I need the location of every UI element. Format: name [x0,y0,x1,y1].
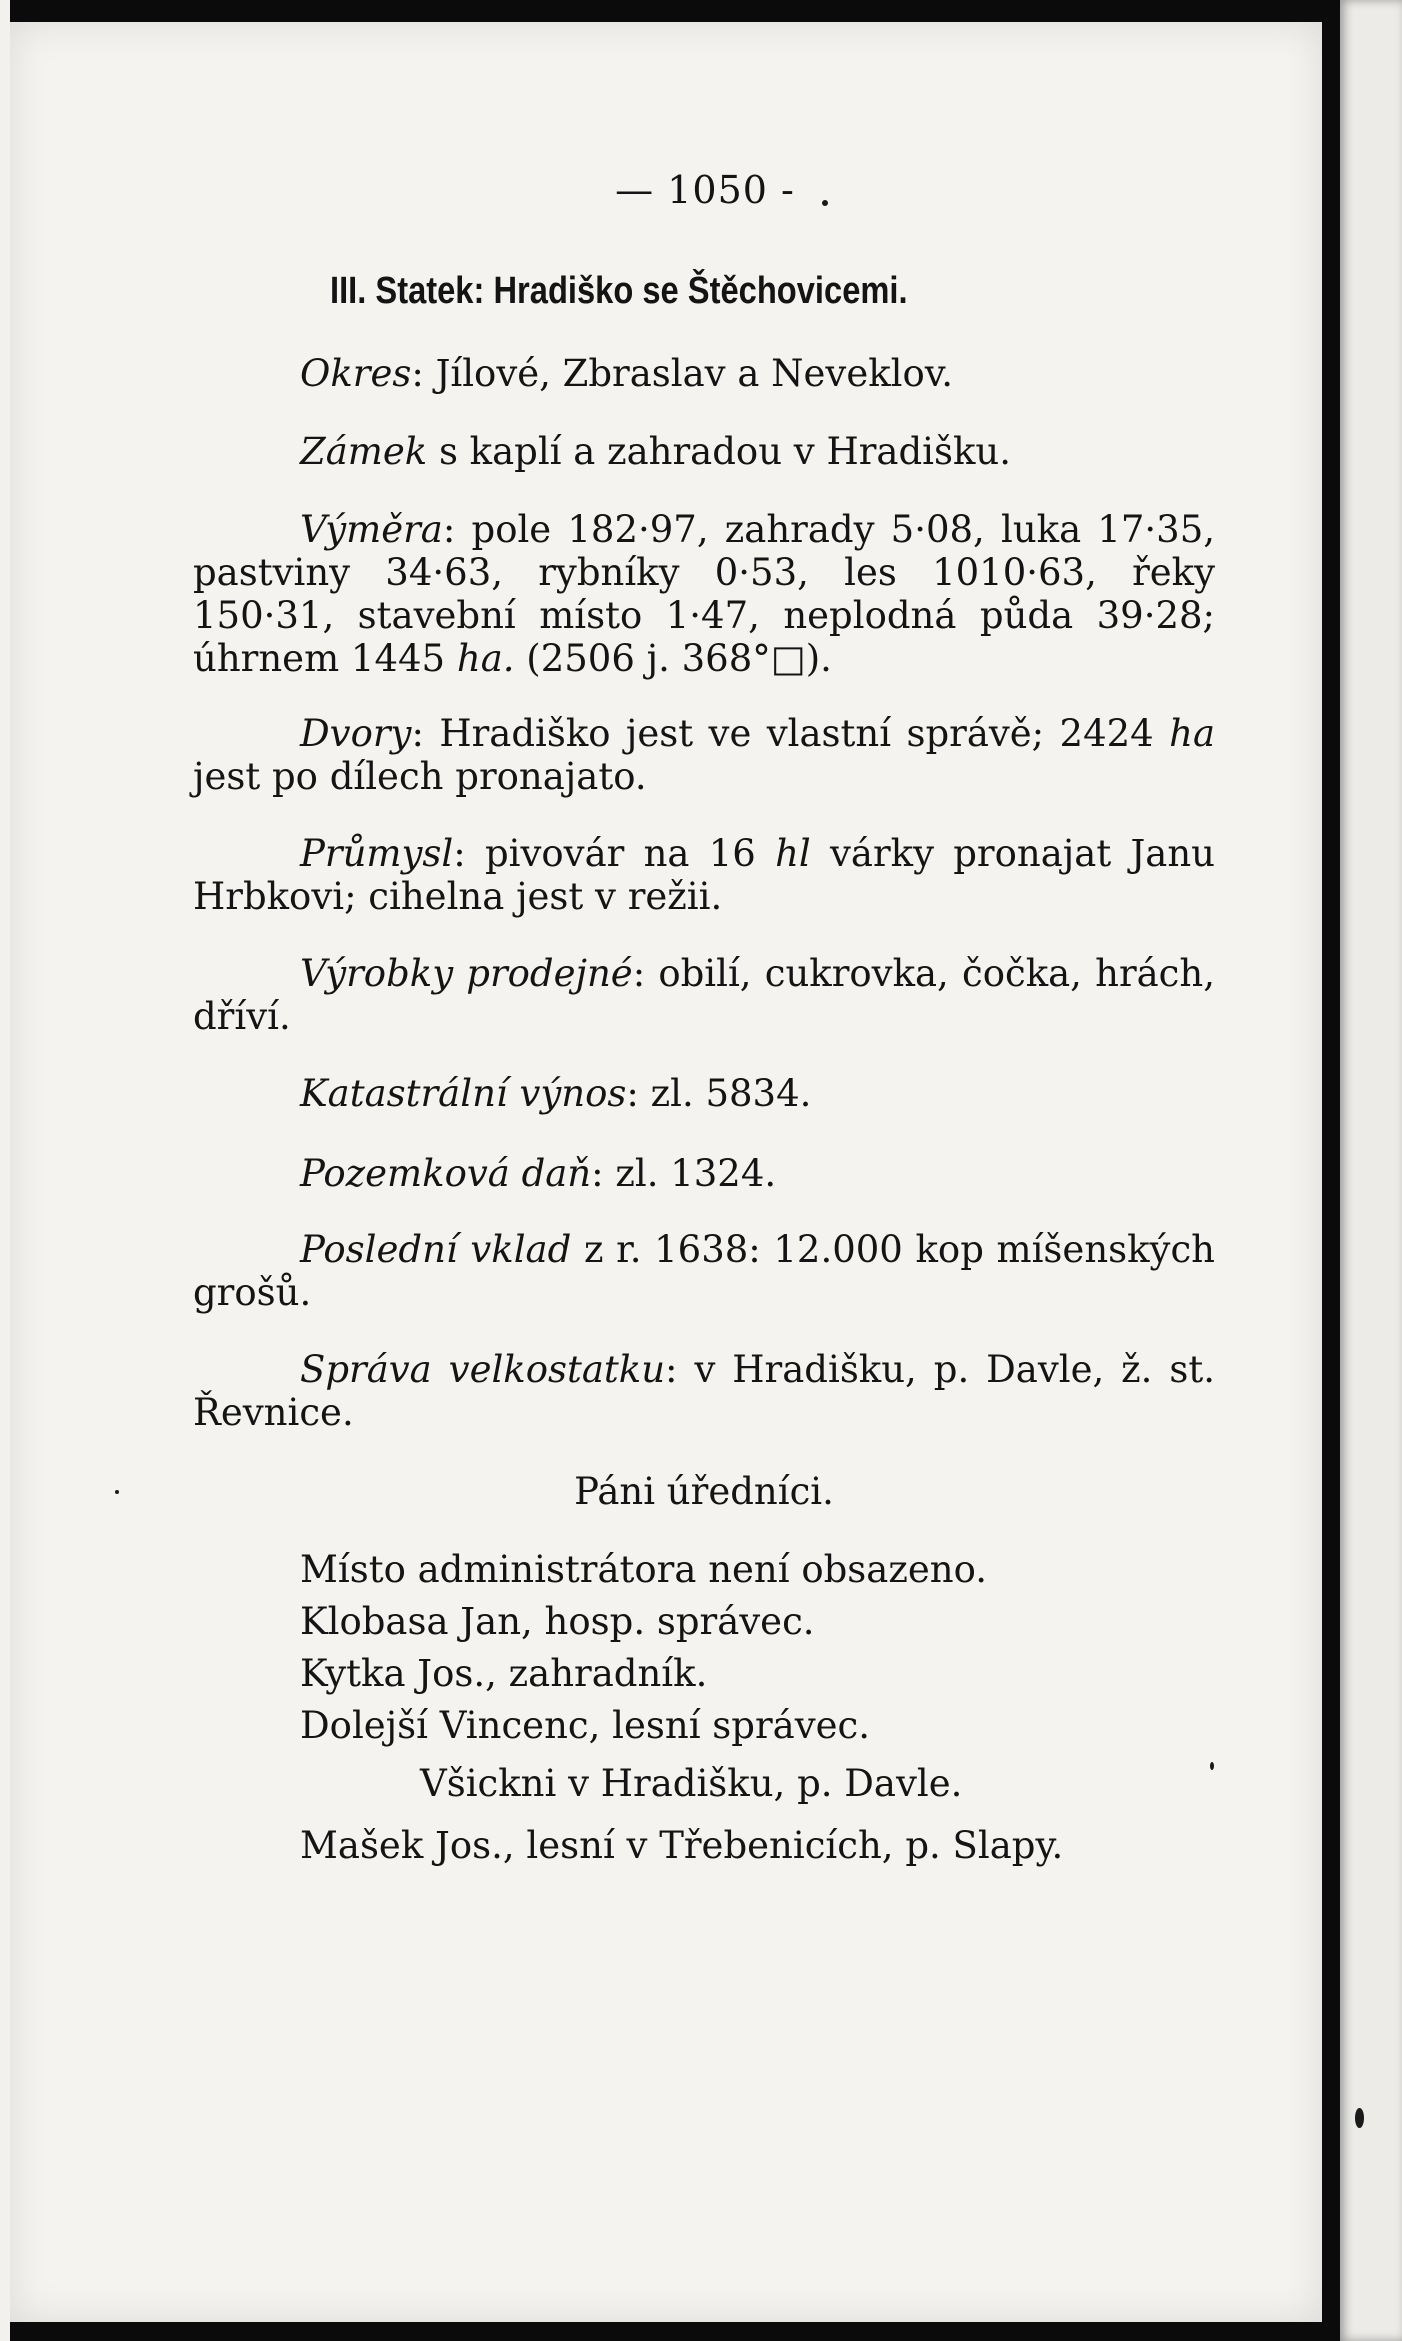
paragraph-sprava: Správa velkostatku: v Hradišku, p. Davle, ž. st. Řevnice. [193,1348,1215,1434]
scan-speck [1210,1762,1214,1770]
label-katastralni: Katastrální výnos [300,1072,627,1115]
paragraph-vymera: Výměra: pole 182·97, zahrady 5·08, luka 17·35, pastviny 34·63, rybníky 0·53, les 1010·63, řeky 150·31, stavební místo 1·47, neplodná půda 39·28; úhrnem 1445 ha. (2506 j. 368°□). [193,508,1215,680]
unit-prumysl: hl [775,832,811,875]
text-vyrobky: obilí, cukrovka, čočka, hrách, dříví. [193,952,1215,1038]
page-heading: III. Statek: Hradiško se Štěchovicemi. [330,270,908,312]
text-vymera: pole 182·97, zahrady 5·08, luka 17·35, pastviny 34·63, rybníky 0·53, les 1010·63, řeky 150·31, stavební místo 1·47, neplodná půda 39·28; úhrnem 1445 [193,508,1215,680]
label-vklad: Poslední vklad [300,1228,572,1271]
label-okres: Okres [300,352,412,395]
page-number: — 1050 - [615,168,795,212]
staff-line: Klobasa Jan, hosp. správec. [300,1600,815,1643]
text-pozemkova: zl. 1324. [615,1152,777,1195]
text-dvory: Hradiško jest ve vlastní správě; 2424 [439,712,1154,755]
unit-vymera: ha. [456,637,515,680]
paragraph-vklad [193,1228,1215,1314]
tail-vymera: (2506 j. 368°□). [526,637,832,680]
scan-speck [1355,2108,1364,2128]
text-prumysl: pivovár na 16 [484,832,756,875]
next-page-edge [1340,0,1402,2341]
label-sprava: Správa velkostatku [300,1348,666,1391]
text-katastralni: zl. 5834. [650,1072,812,1115]
staff-location: Všickni v Hradišku, p. Davle. [420,1762,963,1805]
paragraph-pozemkova: Pozemková daň: zl. 1324. [300,1152,777,1195]
label-dvory: Dvory [300,712,412,755]
label-vymera: Výměra [300,508,443,551]
scan-speck [822,200,828,206]
text-zamek: s kaplí a zahradou v Hradišku. [438,430,1011,473]
paragraph-katastralni: Katastrální výnos: zl. 5834. [300,1072,812,1115]
text-sprava: v Hradišku, p. Davle, ž. st. Řevnice. [193,1348,1215,1434]
label-zamek: Zámek [300,430,428,473]
paragraph-dvory: Dvory: Hradiško jest ve vlastní správě; 2424 ha jest po dílech pronajato. [193,712,1215,798]
paragraph-okres: Okres: Jílové, Zbraslav a Neveklov. [300,352,954,395]
paragraph-vyrobky: Výrobky prodejné: obilí, cukrovka, čočka, hrách, dříví. [193,952,1215,1038]
text-vklad: z r. 1638: 12.000 kop míšenských grošů. [193,1228,1216,1314]
unit-dvory: ha [1169,712,1215,755]
staff-line: Mašek Jos., lesní v Třebenicích, p. Slapy. [300,1824,1064,1867]
text-okres: Jílové, Zbraslav a Neveklov. [435,352,954,395]
scan-speck [115,1490,119,1494]
label-pozemkova: Pozemková daň [300,1152,592,1195]
staff-line: Dolejší Vincenc, lesní správec. [300,1704,870,1747]
scan-edge [0,0,10,2341]
paragraph-zamek [193,430,1215,473]
staff-line: Kytka Jos., zahradník. [300,1652,708,1695]
staff-section-title: Páni úředníci. [574,1470,834,1513]
tail-prumysl: várky pronajat Janu Hrbkovi; cihelna jest v režii. [193,832,1215,918]
tail-dvory: jest po dílech pronajato. [193,755,647,798]
paragraph-prumysl: Průmysl: pivovár na 16 hl várky pronajat Janu Hrbkovi; cihelna jest v režii. [193,832,1215,918]
staff-line: Místo administrátora není obsazeno. [300,1548,987,1591]
label-vyrobky: Výrobky prodejné [300,952,633,995]
label-prumysl: Průmysl [300,832,454,875]
